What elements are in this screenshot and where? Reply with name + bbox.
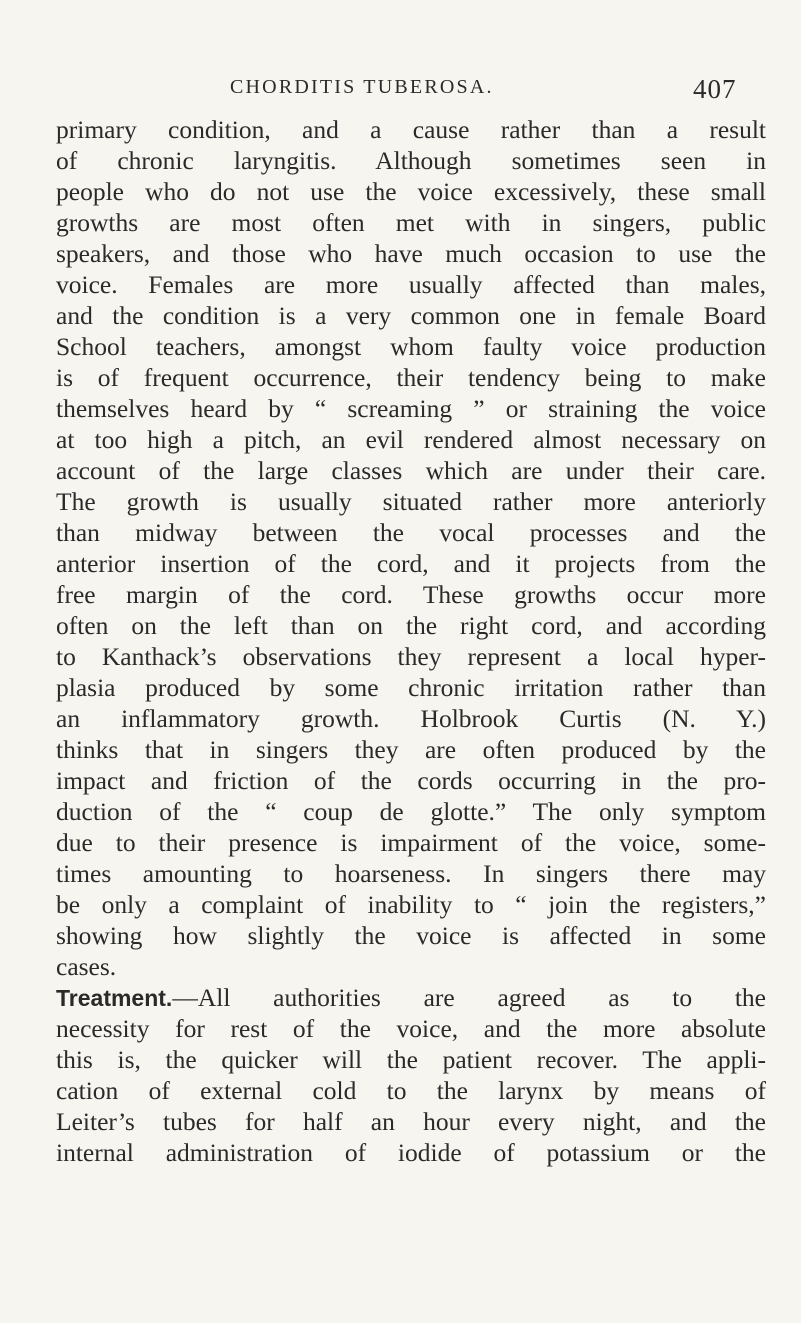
text-line: of chronic laryngitis. Although sometimes seen in: [56, 146, 766, 175]
text-line: primary condition, and a cause rather than a result: [56, 115, 766, 144]
text-line: duction of the “ coup de glotte.” The only symptom: [56, 797, 766, 826]
text-line: Leiter’s tubes for half an hour every night, and the: [56, 1107, 766, 1136]
text-line: anterior insertion of the cord, and it projects from the: [56, 549, 766, 578]
text-line: at too high a pitch, an evil rendered almost necessary on: [56, 425, 766, 454]
text-line: be only a complaint of inability to “ join the registers,”: [56, 890, 766, 919]
text-line: free margin of the cord. These growths occur more: [56, 580, 766, 609]
text-line: account of the large classes which are under their care.: [56, 456, 766, 485]
text-line: cation of external cold to the larynx by means of: [56, 1076, 766, 1105]
running-title: CHORDITIS TUBEROSA.: [230, 76, 494, 98]
text-line: necessity for rest of the voice, and the more absolute: [56, 1014, 766, 1043]
text-line: thinks that in singers they are often produced by the: [56, 735, 766, 764]
text-line: internal administration of iodide of potassium or the: [56, 1138, 766, 1167]
text-line: people who do not use the voice excessively, these small: [56, 177, 766, 206]
body-text: [56, 114, 766, 1168]
text-line: an inflammatory growth. Holbrook Curtis (N. Y.): [56, 704, 766, 733]
text-line: times amounting to hoarseness. In singers there may: [56, 859, 766, 888]
text-line: School teachers, amongst whom faulty voice production: [56, 332, 766, 361]
text-line: voice. Females are more usually affected than males,: [56, 270, 766, 299]
treatment-heading: Treatment.: [56, 985, 173, 1011]
text-line: The growth is usually situated rather more anteriorly: [56, 487, 766, 516]
text-line: than midway between the vocal processes and the: [56, 518, 766, 547]
text-line: speakers, and those who have much occasion to use the: [56, 239, 766, 268]
running-head: [0, 76, 801, 108]
text-line: to Kanthack’s observations they represent a local hyper-: [56, 642, 766, 671]
text-line: themselves heard by “ screaming ” or straining the voice: [56, 394, 766, 423]
text-line: growths are most often met with in singers, public: [56, 208, 766, 237]
text-line: this is, the quicker will the patient recover. The appli-: [56, 1045, 766, 1074]
text-line: cases.: [56, 952, 117, 981]
text-line: due to their presence is impairment of the voice, some-: [56, 828, 766, 857]
treatment-first-line-text: —All authorities are agreed as to the: [172, 983, 766, 1012]
text-line: often on the left than on the right cord, and according: [56, 611, 766, 640]
text-line: impact and friction of the cords occurring in the pro-: [56, 766, 766, 795]
text-line: is of frequent occurrence, their tendency being to make: [56, 363, 766, 392]
page-number: 407: [693, 74, 737, 104]
text-line: and the condition is a very common one in female Board: [56, 301, 766, 330]
text-line: showing how slightly the voice is affected in some: [56, 921, 766, 950]
text-line: plasia produced by some chronic irritation rather than: [56, 673, 766, 702]
treatment-first-line: [56, 982, 766, 1013]
